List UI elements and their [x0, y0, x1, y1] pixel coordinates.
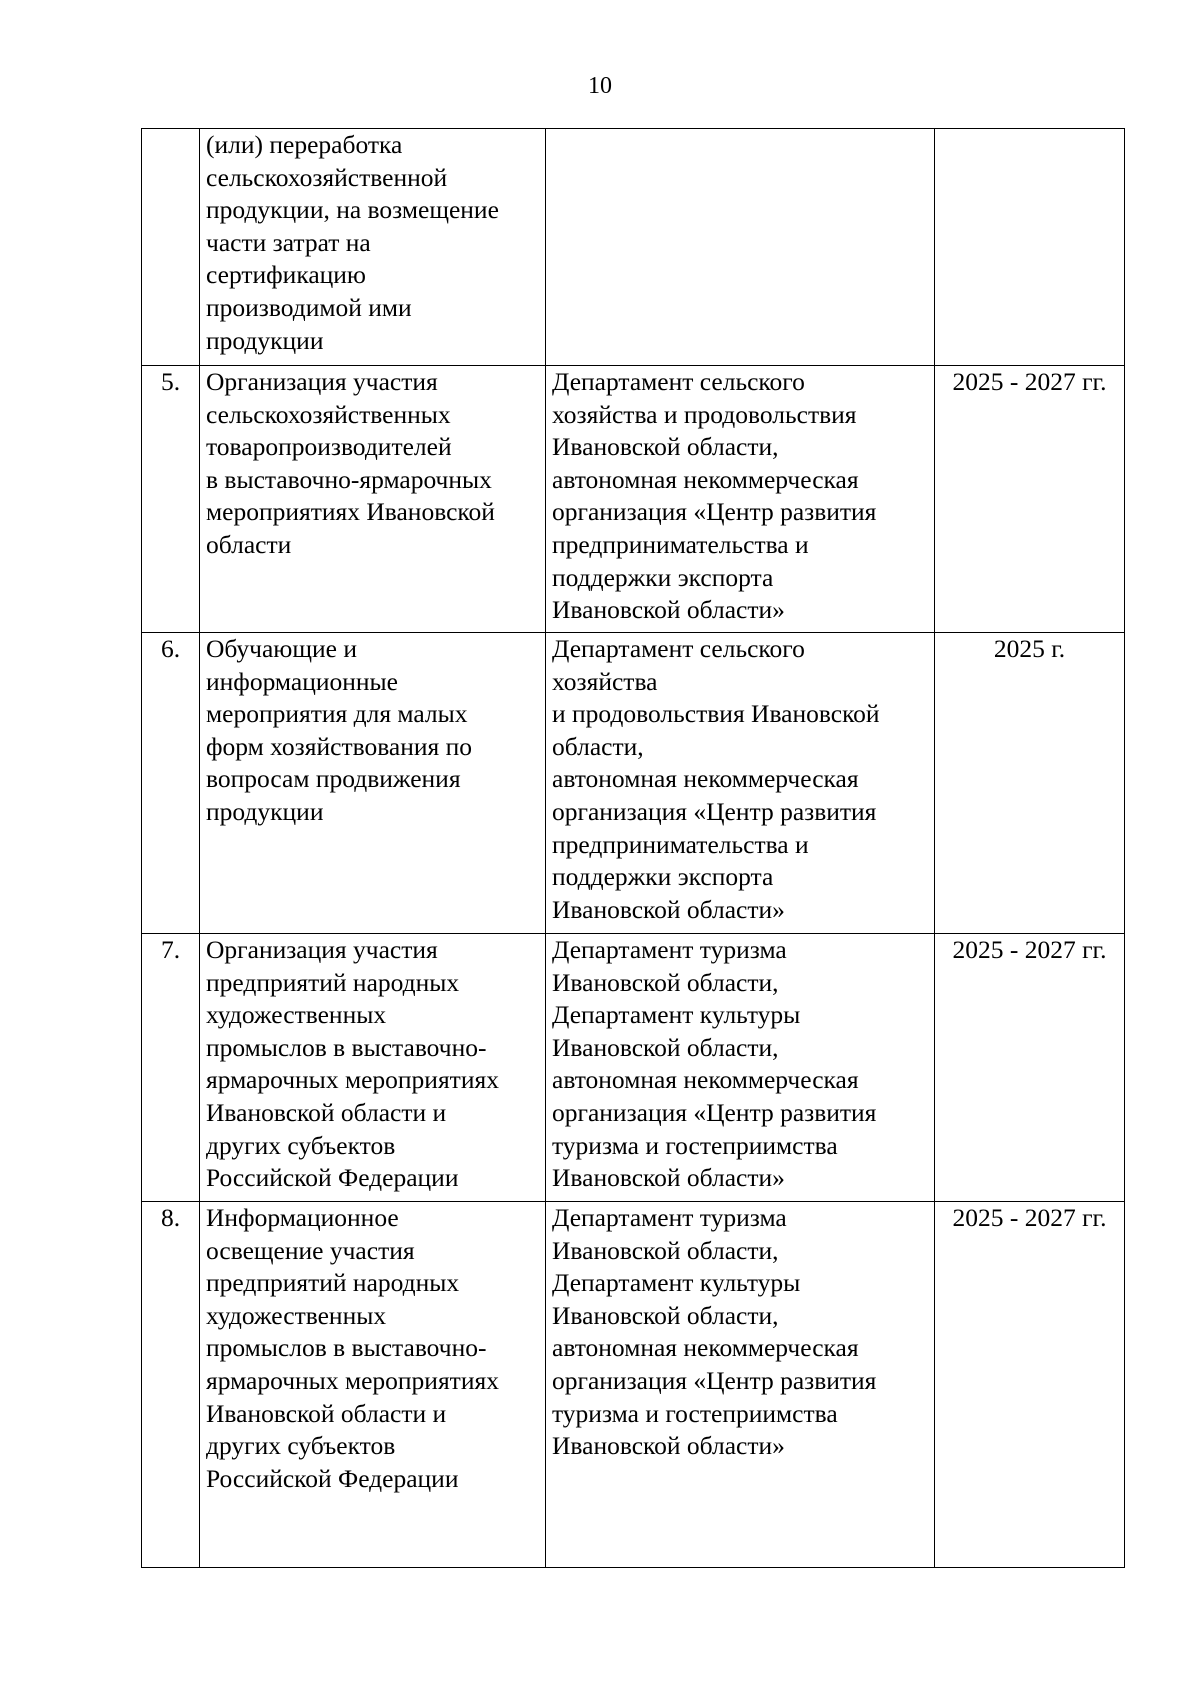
table-row — [142, 129, 1125, 366]
row-number-cell: 8. — [142, 1202, 200, 1568]
table-row — [142, 934, 1125, 1202]
period-cell: 2025 - 2027 гг. — [935, 934, 1125, 1202]
executor-cell: Департамент туризма Ивановской области, Департамент культуры Ивановской области, автономная некоммерческая организация «Центр развития туризма и гостеприимства Ивановской области» — [546, 1202, 935, 1568]
period-cell: 2025 - 2027 гг. — [935, 366, 1125, 633]
page-number: 10 — [588, 73, 612, 99]
period-cell: 2025 - 2027 гг. — [935, 1202, 1125, 1568]
event-cell: Организация участия предприятий народных художественных промыслов в выставочно- ярмарочных мероприятиях Ивановской области и других субъектов Российской Федерации — [200, 934, 546, 1202]
executor-cell — [546, 129, 935, 366]
event-cell: (или) переработка сельскохозяйственной продукции, на возмещение части затрат на сертификацию производимой ими продукции — [200, 129, 546, 366]
executor-cell: Департамент туризма Ивановской области, Департамент культуры Ивановской области, автономная некоммерческая организация «Центр развития туризма и гостеприимства Ивановской области» — [546, 934, 935, 1202]
executor-cell: Департамент сельского хозяйства и продовольствия Ивановской области, автономная некоммерческая организация «Центр развития предпринимательства и поддержки экспорта Ивановской области» — [546, 366, 935, 633]
executor-cell: Департамент сельского хозяйства и продовольствия Ивановской области, автономная некоммерческая организация «Центр развития предпринимательства и поддержки экспорта Ивановской области» — [546, 633, 935, 934]
table-row — [142, 633, 1125, 934]
period-cell: 2025 г. — [935, 633, 1125, 934]
event-cell: Организация участия сельскохозяйственных товаропроизводителей в выставочно-ярмарочных мероприятиях Ивановской области — [200, 366, 546, 633]
period-cell — [935, 129, 1125, 366]
row-number-cell — [142, 129, 200, 366]
table-row — [142, 1202, 1125, 1568]
row-number-cell: 6. — [142, 633, 200, 934]
table-row — [142, 366, 1125, 633]
row-number-cell: 7. — [142, 934, 200, 1202]
row-number-cell: 5. — [142, 366, 200, 633]
event-cell: Обучающие и информационные мероприятия для малых форм хозяйствования по вопросам продвижения продукции — [200, 633, 546, 934]
measures-table — [141, 128, 1125, 1568]
event-cell: Информационное освещение участия предприятий народных художественных промыслов в выставочно- ярмарочных мероприятиях Ивановской области и других субъектов Российской Федерации — [200, 1202, 546, 1568]
